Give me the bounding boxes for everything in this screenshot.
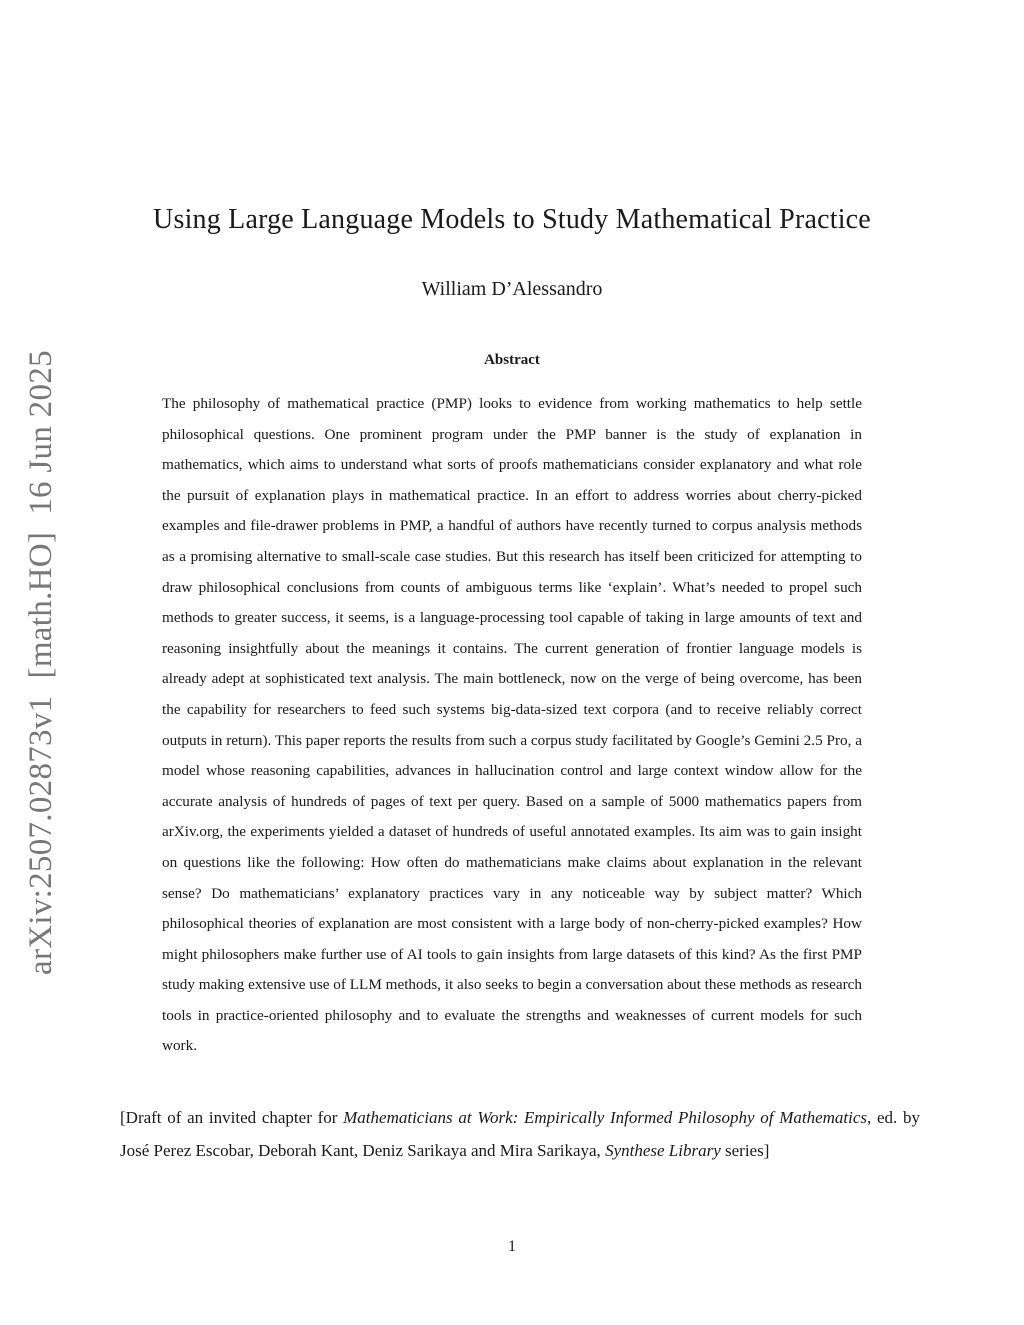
abstract-heading: Abstract [484,352,540,368]
draft-note-book-title: Mathematicians at Work: Empirically Informed Philosophy of Mathematics [343,1108,868,1127]
draft-note [120,1101,920,1167]
paper-title: Using Large Language Models to Study Mathematical Practice [153,204,871,235]
draft-note-series-name: Synthese Library [605,1141,721,1160]
arxiv-identifier-stamp: arXiv:2507.02873v1 [math.HO] 16 Jun 2025 [23,350,59,975]
draft-note-editors: , ed. by José Perez Escobar, Deborah Kant, Deniz Sarikaya and Mira Sarikaya, [120,1108,921,1160]
page-number: 1 [508,1238,516,1255]
draft-note-suffix: series] [720,1141,770,1160]
author-name: William D’Alessandro [421,278,603,300]
abstract-text: The philosophy of mathematical practice (PMP) looks to evidence from working mathematics to help settle philosophical questions. One prominent program under the PMP banner is the study of explanation in mathematics, which aims to understand what sorts of proofs mathematicians consider explanatory and what role the pursuit of explanation plays in mathematical practice. In an effort to address worries about cherry-picked examples and file-drawer problems in PMP, a handful of authors have recently turned to corpus analysis methods as a promising alternative to small-scale case studies. But this research has itself been criticized for attempting to draw philosophical conclusions from counts of ambiguous terms like ‘explain’. What’s needed to propel such methods to greater success, it seems, is a language-processing tool capable of taking in large amounts of text and reasoning insightfully about the meanings it contains. The current generation of frontier language models is already adept at sophisticated text analysis. The main bottleneck, now on the verge of being overcome, has been the capability for researchers to feed such systems big-data-sized text corpora (and to receive reliably correct outputs in return). This paper reports the results from such a corpus study facilitated by Google’s Gemini 2.5 Pro, a model whose reasoning capabilities, advances in hallucination control and large context window allow for the accurate analysis of hundreds of pages of text per query. Based on a sample of 5000 mathematics papers from arXiv.org, the experiments yielded a dataset of hundreds of useful annotated examples. Its aim was to gain insight on questions like the following: How often do mathematicians make claims about explanation in the relevant sense? Do mathematicians’ explanatory practices vary in any noticeable way by subject matter? Which philosophical theories of explanation are most consistent with a large body of non-cherry-picked examples? How might philosophers make further use of AI tools to gain insights from large datasets of this kind? As the first PMP study making extensive use of LLM methods, it also seeks to begin a conversation about these methods as research tools in practice-oriented philosophy and to evaluate the strengths and weaknesses of current models for such work. [162,395,862,1055]
draft-note-prefix: [Draft of an invited chapter for [120,1108,344,1127]
